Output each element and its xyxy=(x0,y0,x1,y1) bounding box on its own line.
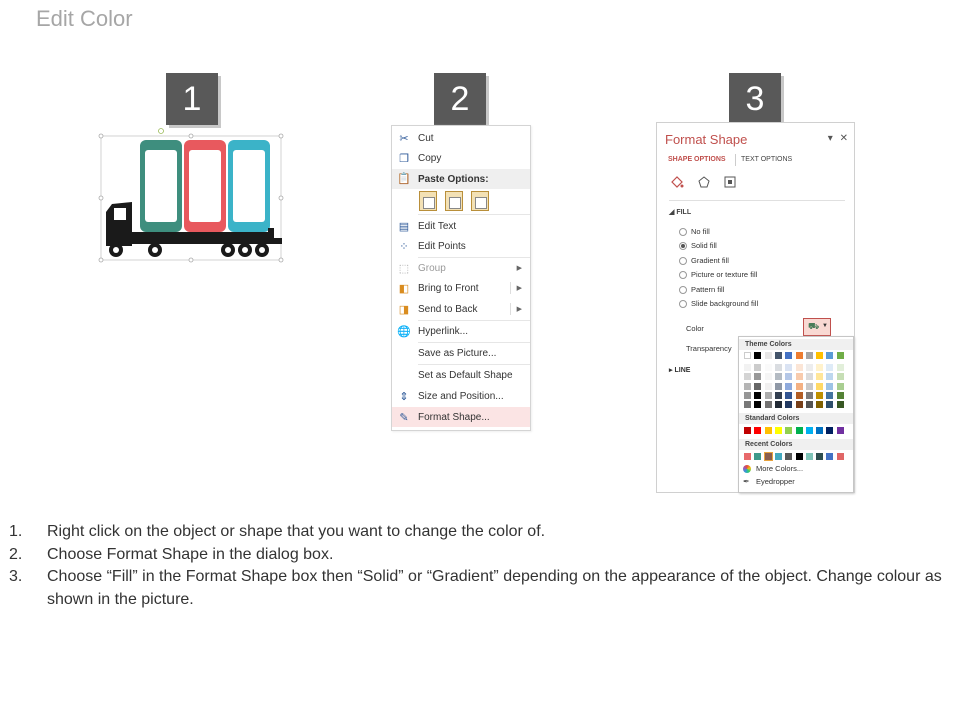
more-colors-item[interactable] xyxy=(743,464,803,473)
fill-option-label: Picture or texture fill xyxy=(691,270,758,279)
menu-item-label: Copy xyxy=(418,152,442,164)
color-swatch[interactable] xyxy=(775,383,782,390)
color-swatch[interactable] xyxy=(826,373,833,380)
color-swatch[interactable] xyxy=(765,392,772,399)
menu-item-label: Send to Back xyxy=(418,303,478,315)
submenu-arrow-icon: ▶ xyxy=(516,285,522,292)
menu-item-label: Bring to Front xyxy=(418,282,479,294)
color-dropdown xyxy=(738,336,854,493)
color-swatch[interactable] xyxy=(785,427,792,434)
menu-item-set-default-shape[interactable] xyxy=(392,365,530,385)
color-swatch[interactable] xyxy=(775,401,782,408)
color-swatch[interactable] xyxy=(796,401,803,408)
color-swatch[interactable] xyxy=(754,352,761,359)
menu-item-label: Paste Options: xyxy=(418,173,489,185)
color-swatch[interactable] xyxy=(785,373,792,380)
menu-item-size-and-position[interactable] xyxy=(392,386,530,406)
chevron-down-icon: ▼ xyxy=(822,323,828,329)
color-swatch[interactable] xyxy=(765,373,772,380)
color-swatch[interactable] xyxy=(816,427,823,434)
instruction-item xyxy=(9,521,947,544)
menu-item-hyperlink[interactable] xyxy=(392,321,530,341)
instruction-number: 3. xyxy=(9,568,23,585)
color-swatch[interactable] xyxy=(806,401,813,408)
color-swatch[interactable] xyxy=(837,392,844,399)
color-swatch[interactable] xyxy=(796,453,803,460)
color-swatch[interactable] xyxy=(806,352,813,359)
color-swatch[interactable] xyxy=(806,427,813,434)
color-swatch[interactable] xyxy=(754,364,761,371)
menu-item-label: Group xyxy=(418,262,446,274)
menu-item-edit-text[interactable] xyxy=(392,216,530,236)
menu-item-label: Hyperlink... xyxy=(418,325,469,337)
radio-selected-icon xyxy=(679,242,687,250)
color-swatch[interactable] xyxy=(754,373,761,380)
truck-illustration[interactable] xyxy=(98,126,288,266)
color-swatch[interactable] xyxy=(754,383,761,390)
blank-icon xyxy=(397,368,411,382)
fill-option-no-fill[interactable] xyxy=(679,227,710,236)
color-swatch[interactable] xyxy=(765,364,772,371)
pane-options-icon[interactable]: ▾ xyxy=(827,133,833,144)
color-swatch[interactable] xyxy=(837,352,844,359)
color-swatch[interactable] xyxy=(785,364,792,371)
color-swatch[interactable] xyxy=(775,453,782,460)
color-swatch[interactable] xyxy=(744,383,751,390)
color-swatch[interactable] xyxy=(816,352,823,359)
radio-icon xyxy=(679,286,687,294)
instruction-text: Choose Format Shape in the dialog box. xyxy=(47,545,334,563)
instructions-list xyxy=(9,521,947,611)
color-swatch[interactable] xyxy=(837,373,844,380)
paste-destination-theme-icon[interactable] xyxy=(445,191,463,211)
format-shape-icon: ✎ xyxy=(399,411,409,424)
effects-icon[interactable] xyxy=(697,175,711,189)
tab-text-options[interactable]: TEXT OPTIONS xyxy=(741,156,793,163)
fill-option-label: Pattern fill xyxy=(691,285,725,294)
color-swatch[interactable] xyxy=(765,383,772,390)
fill-line-icon[interactable] xyxy=(670,175,684,189)
color-swatch[interactable] xyxy=(796,373,803,380)
color-swatch[interactable] xyxy=(837,383,844,390)
color-swatch[interactable] xyxy=(744,392,751,399)
submenu-arrow-icon: ▶ xyxy=(516,265,522,272)
fill-option-label: Gradient fill xyxy=(691,256,729,265)
color-swatch[interactable] xyxy=(826,352,833,359)
context-menu xyxy=(391,125,531,431)
color-label: Color xyxy=(686,324,704,333)
group-icon: ⬚ xyxy=(398,262,410,275)
blank-icon xyxy=(397,346,411,360)
edit-text-icon: ▤ xyxy=(398,220,410,233)
color-swatch[interactable] xyxy=(754,427,761,434)
radio-icon xyxy=(679,228,687,236)
fill-section-label: FILL xyxy=(676,209,692,216)
instruction-number: 2. xyxy=(9,545,23,563)
color-swatch[interactable] xyxy=(775,352,782,359)
color-swatch[interactable] xyxy=(816,373,823,380)
standard-colors-header: Standard Colors xyxy=(739,413,853,424)
menu-item-format-shape[interactable] xyxy=(392,407,530,427)
step-badge-2: 2 xyxy=(434,73,486,125)
color-swatch[interactable] xyxy=(796,392,803,399)
color-swatch[interactable] xyxy=(826,392,833,399)
color-swatch[interactable] xyxy=(796,364,803,371)
color-swatch[interactable] xyxy=(765,352,772,359)
menu-item-label: Edit Points xyxy=(418,240,466,252)
menu-item-bring-to-front[interactable] xyxy=(392,278,530,298)
color-swatch[interactable] xyxy=(744,401,751,408)
color-swatch[interactable] xyxy=(775,364,782,371)
color-swatch[interactable] xyxy=(744,453,751,460)
color-swatch[interactable] xyxy=(754,401,761,408)
copy-icon: ❐ xyxy=(399,152,409,165)
pane-divider xyxy=(669,200,845,201)
send-to-back-icon: ◨ xyxy=(398,303,410,316)
instruction-text: Choose “Fill” in the Format Shape box then “Solid” or “Gradient” depending on the appearance of the object. Change colour as shown in the picture. xyxy=(47,568,942,608)
instruction-item xyxy=(9,566,947,611)
color-swatch[interactable] xyxy=(837,364,844,371)
menu-item-label: Save as Picture... xyxy=(418,347,497,359)
hyperlink-icon: 🌐 xyxy=(397,325,411,338)
radio-icon xyxy=(679,300,687,308)
truck-wheels xyxy=(109,243,269,257)
container-green[interactable] xyxy=(140,140,182,232)
color-swatch[interactable] xyxy=(785,453,792,460)
color-wheel-icon xyxy=(743,465,751,473)
color-swatch[interactable] xyxy=(837,453,844,460)
bring-to-front-icon: ◧ xyxy=(398,282,410,295)
pane-controls xyxy=(828,133,848,144)
color-swatch[interactable] xyxy=(765,401,772,408)
instruction-item xyxy=(9,544,947,567)
menu-item-send-to-back[interactable] xyxy=(392,299,530,319)
tab-shape-options[interactable]: SHAPE OPTIONS xyxy=(668,156,726,163)
color-picker-button[interactable] xyxy=(803,318,831,336)
color-swatch[interactable] xyxy=(775,392,782,399)
paste-options-header xyxy=(392,169,530,189)
color-swatch[interactable] xyxy=(765,453,772,460)
paste-keep-formatting-icon[interactable] xyxy=(419,191,437,211)
scissors-icon: ✂ xyxy=(399,132,409,145)
color-swatch[interactable] xyxy=(826,453,833,460)
color-swatch[interactable] xyxy=(806,392,813,399)
color-swatch[interactable] xyxy=(744,427,751,434)
recent-colors-header: Recent Colors xyxy=(739,439,853,450)
color-swatch[interactable] xyxy=(806,373,813,380)
menu-item-label: Cut xyxy=(418,132,434,144)
paint-bucket-icon: ⛟ xyxy=(808,321,820,331)
fill-option-picture-fill[interactable] xyxy=(679,270,757,279)
eyedropper-label: Eyedropper xyxy=(756,477,795,486)
menu-item-copy[interactable] xyxy=(392,148,530,168)
color-swatch[interactable] xyxy=(744,352,751,359)
color-swatch[interactable] xyxy=(826,401,833,408)
radio-icon xyxy=(679,257,687,265)
close-icon[interactable]: ✕ xyxy=(839,133,848,144)
fill-option-solid-fill[interactable] xyxy=(679,241,717,250)
color-swatch[interactable] xyxy=(775,427,782,434)
color-swatch[interactable] xyxy=(826,383,833,390)
color-swatch[interactable] xyxy=(785,383,792,390)
line-section-header[interactable]: ▸ LINE xyxy=(669,367,691,374)
color-swatch[interactable] xyxy=(816,364,823,371)
fill-option-label: No fill xyxy=(691,227,710,236)
color-swatch[interactable] xyxy=(785,352,792,359)
menu-item-group xyxy=(392,258,530,278)
instruction-number: 1. xyxy=(9,523,23,540)
color-swatch[interactable] xyxy=(785,401,792,408)
step-badge-3: 3 xyxy=(729,73,781,125)
more-colors-label: More Colors... xyxy=(756,464,804,473)
fill-option-pattern-fill[interactable] xyxy=(679,285,724,294)
paste-icon: 📋 xyxy=(397,173,411,185)
color-swatch[interactable] xyxy=(816,401,823,408)
color-swatch[interactable] xyxy=(775,373,782,380)
step-badge-1: 1 xyxy=(166,73,218,125)
color-swatch[interactable] xyxy=(754,453,761,460)
instruction-text: Right click on the object or shape that you want to change the color of. xyxy=(47,523,546,540)
fill-option-gradient-fill[interactable] xyxy=(679,256,729,265)
menu-split-divider xyxy=(510,303,511,315)
color-swatch[interactable] xyxy=(785,392,792,399)
menu-item-save-as-picture[interactable] xyxy=(392,343,530,363)
edit-points-icon: ⁘ xyxy=(399,240,409,253)
color-swatch[interactable] xyxy=(816,383,823,390)
fill-option-label: Slide background fill xyxy=(691,299,759,308)
size-properties-icon[interactable] xyxy=(723,175,737,189)
fill-section-header[interactable]: ◢ FILL xyxy=(669,209,692,216)
color-swatch[interactable] xyxy=(806,383,813,390)
color-swatch[interactable] xyxy=(765,427,772,434)
paste-picture-icon[interactable] xyxy=(471,191,489,211)
submenu-arrow-icon: ▶ xyxy=(516,306,522,313)
transparency-label: Transparency xyxy=(686,344,732,353)
color-swatch[interactable] xyxy=(826,364,833,371)
menu-item-label: Edit Text xyxy=(418,220,457,232)
color-swatch[interactable] xyxy=(744,364,751,371)
menu-item-label: Format Shape... xyxy=(418,411,490,423)
color-swatch[interactable] xyxy=(754,392,761,399)
menu-item-cut[interactable] xyxy=(392,128,530,148)
menu-item-edit-points[interactable] xyxy=(392,236,530,256)
line-section-label: LINE xyxy=(674,367,691,374)
color-swatch[interactable] xyxy=(744,373,751,380)
container-blue[interactable] xyxy=(228,140,270,232)
format-shape-pane xyxy=(656,122,855,493)
fill-option-slide-background-fill[interactable] xyxy=(679,299,758,308)
color-swatch[interactable] xyxy=(816,453,823,460)
radio-icon xyxy=(679,271,687,279)
color-swatch[interactable] xyxy=(816,392,823,399)
color-swatch[interactable] xyxy=(796,383,803,390)
pane-title: Format Shape xyxy=(665,132,748,147)
color-swatch[interactable] xyxy=(796,352,803,359)
tab-divider xyxy=(735,154,736,166)
eyedropper-icon: ✒ xyxy=(743,476,750,486)
page-title: Edit Color xyxy=(36,6,133,31)
menu-item-label: Size and Position... xyxy=(418,390,504,402)
color-swatch[interactable] xyxy=(837,427,844,434)
fill-option-label: Solid fill xyxy=(691,241,717,250)
color-swatch[interactable] xyxy=(806,453,813,460)
color-swatch[interactable] xyxy=(796,427,803,434)
menu-separator xyxy=(418,214,530,215)
color-swatch[interactable] xyxy=(806,364,813,371)
menu-item-label: Set as Default Shape xyxy=(418,369,513,381)
size-position-icon: ⇕ xyxy=(399,390,409,403)
container-red[interactable] xyxy=(184,140,226,232)
color-swatch[interactable] xyxy=(826,427,833,434)
menu-split-divider xyxy=(510,282,511,294)
eyedropper-item[interactable] xyxy=(743,477,795,486)
theme-colors-header: Theme Colors xyxy=(739,339,853,350)
color-swatch[interactable] xyxy=(837,401,844,408)
rotation-handle[interactable] xyxy=(159,129,164,134)
